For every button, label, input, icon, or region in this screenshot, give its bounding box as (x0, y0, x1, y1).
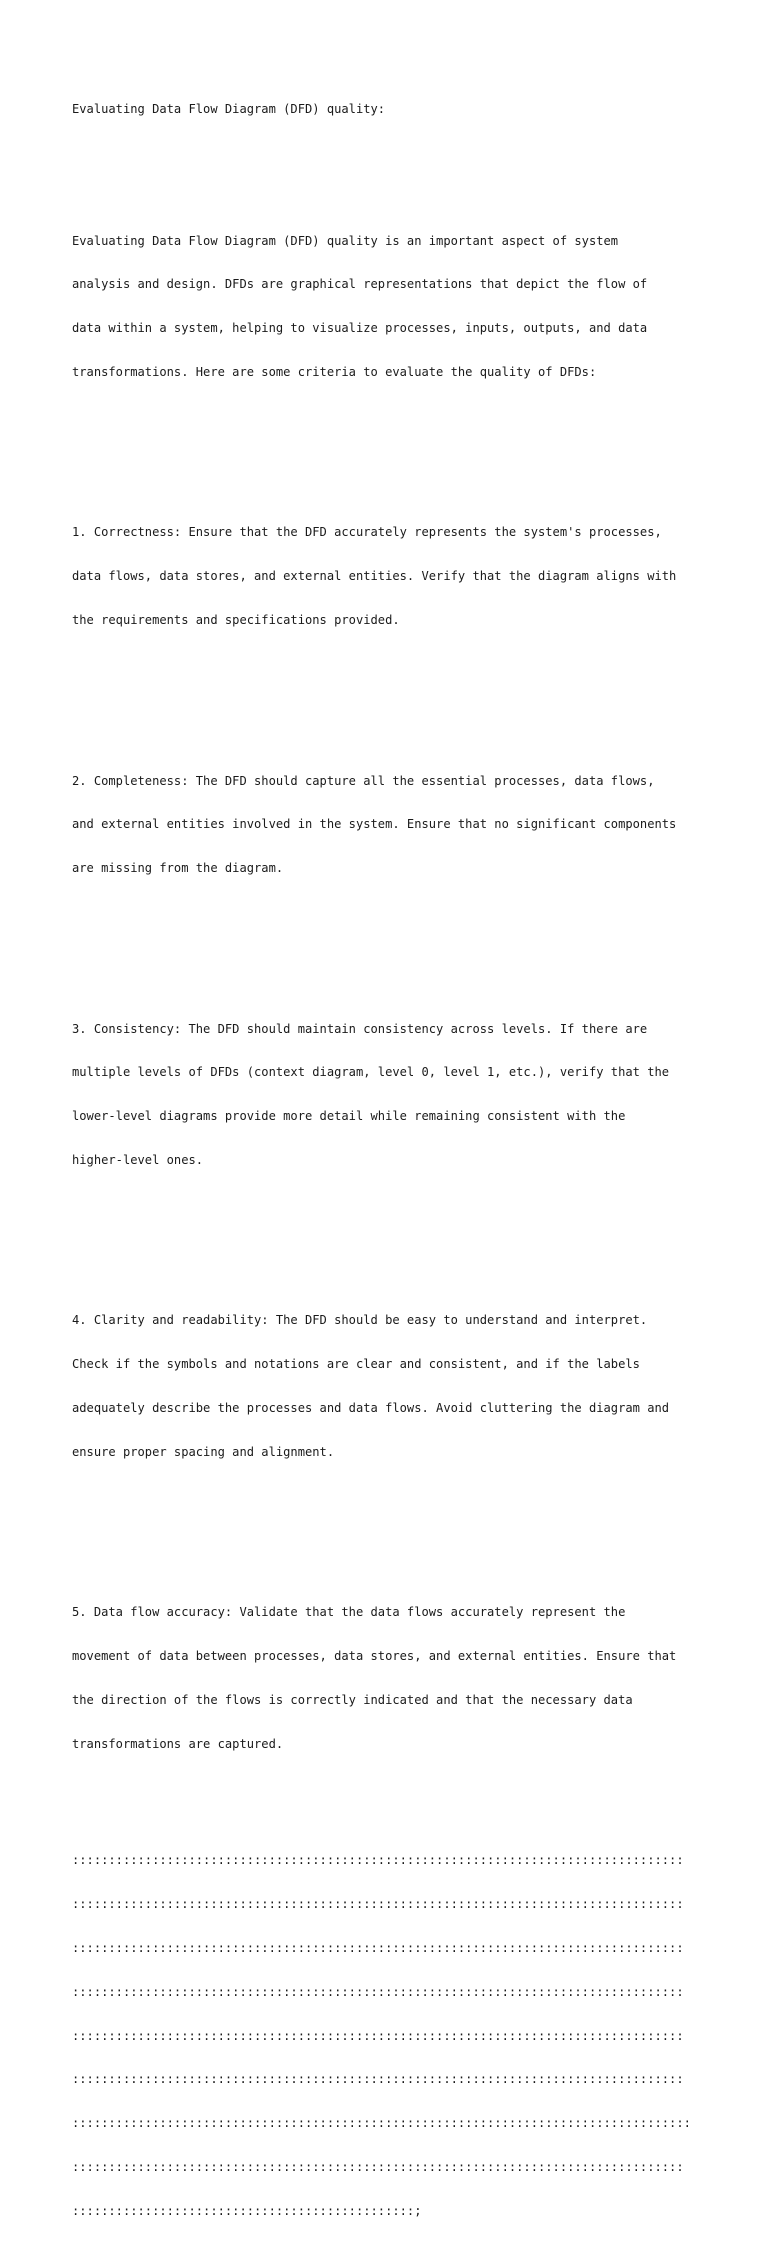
criterion-line: 3. Consistency: The DFD should maintain consistency across levels. If there are (72, 1021, 648, 1036)
criterion-line: 5. Data flow accuracy: Validate that the data flows accurately represent the (72, 1605, 626, 1620)
criterion-line: lower-level diagrams provide more detail while remaining consistent with the (72, 1109, 626, 1124)
intro-line: transformations. Here are some criteria to evaluate the quality of DFDs: (72, 364, 597, 379)
intro-line: analysis and design. DFDs are graphical representations that depict the flow of (72, 277, 648, 292)
criterion-data-flow-accuracy (72, 1576, 712, 1780)
trailing-colons (72, 1824, 712, 2247)
colon-line: :::::::::::::::::::::::::::::::::::::::::::::::::::::::::::::::::::::::::::::::::::: (72, 1984, 684, 1999)
colon-line: :::::::::::::::::::::::::::::::::::::::::::::::::::::::::::::::::::::::::::::::::::: (72, 2159, 684, 2174)
colon-line: :::::::::::::::::::::::::::::::::::::::::::::::::::::::::::::::::::::::::::::::::::: (72, 2028, 684, 2043)
intro-paragraph (72, 204, 712, 408)
criterion-line: 4. Clarity and readability: The DFD should be easy to understand and interpret. (72, 1313, 648, 1328)
criterion-line: are missing from the diagram. (72, 861, 284, 876)
criterion-line: ensure proper spacing and alignment. (72, 1444, 335, 1459)
spacer (72, 1518, 712, 1533)
spacer (72, 934, 712, 949)
spacer (72, 146, 712, 161)
spacer (72, 438, 712, 453)
criterion-line: the direction of the flows is correctly indicated and that the necessary data (72, 1692, 633, 1707)
criterion-line: multiple levels of DFDs (context diagram, level 0, level 1, etc.), verify that the (72, 1065, 670, 1080)
intro-line: Evaluating Data Flow Diagram (DFD) quality is an important aspect of system (72, 233, 619, 248)
colon-line: :::::::::::::::::::::::::::::::::::::::::::::::::::::::::::::::::::::::::::::::::::: (72, 2072, 684, 2087)
spacer (72, 686, 712, 701)
colon-line: :::::::::::::::::::::::::::::::::::::::::::::::::::::::::::::::::::::::::::::::::::: (72, 1941, 684, 1955)
criterion-line: movement of data between processes, data stores, and external entities. Ensure that (72, 1649, 677, 1664)
colon-line: :::::::::::::::::::::::::::::::::::::::::::::::::::::::::::::::::::::::::::::::::::: (72, 1897, 684, 1912)
colon-line: :::::::::::::::::::::::::::::::::::::::::::::::::::::::::::::::::::::::::::::::::::: (72, 1853, 684, 1868)
criterion-line: higher-level ones. (72, 1152, 204, 1167)
spacer (72, 1226, 712, 1241)
criterion-consistency (72, 992, 712, 1196)
criterion-line: data flows, data stores, and external entities. Verify that the diagram aligns with (72, 569, 677, 584)
colon-line: :::::::::::::::::::::::::::::::::::::::::::::::; (72, 2203, 422, 2218)
criterion-line: and external entities involved in the system. Ensure that no significant components (72, 817, 677, 832)
criterion-line: transformations are captured. (72, 1736, 284, 1751)
document-page (72, 73, 712, 2262)
criterion-correctness (72, 496, 712, 657)
criterion-completeness (72, 744, 712, 905)
colon-line: ::::::::::::::::::::::::::::::::::::::::::::::::::::::::::::::::::::::::::::::::::::: (72, 2116, 691, 2131)
criterion-clarity (72, 1284, 712, 1488)
criterion-line: 2. Completeness: The DFD should capture all the essential processes, data flows, (72, 773, 655, 788)
document-heading: Evaluating Data Flow Diagram (DFD) quality: (72, 102, 386, 117)
criterion-line: 1. Correctness: Ensure that the DFD accurately represents the system's processes, (72, 525, 662, 540)
criterion-line: adequately describe the processes and data flows. Avoid cluttering the diagram and (72, 1401, 670, 1416)
criterion-line: Check if the symbols and notations are clear and consistent, and if the labels (72, 1357, 640, 1372)
intro-line: data within a system, helping to visualize processes, inputs, outputs, and data (72, 321, 648, 336)
criterion-line: the requirements and specifications provided. (72, 612, 400, 627)
